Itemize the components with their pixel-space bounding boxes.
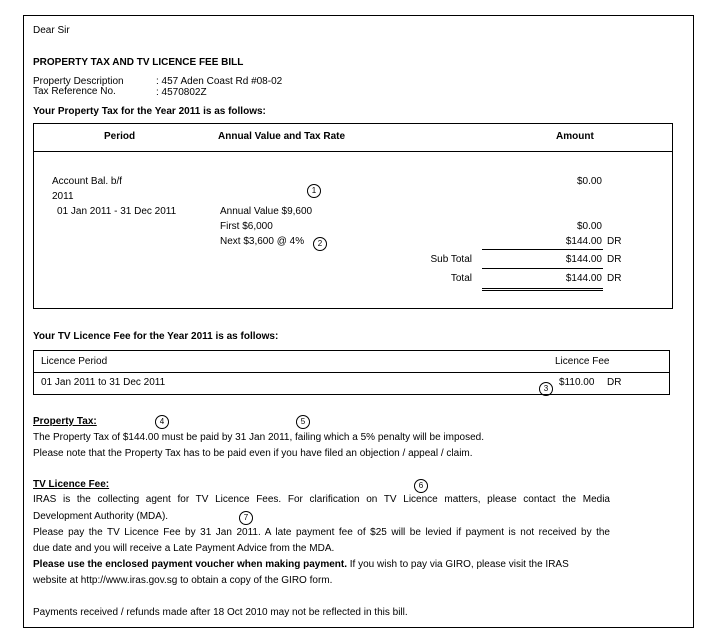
marker-5: 5 — [296, 415, 310, 429]
next-bracket-dr: DR — [607, 236, 622, 247]
period-header: Period — [104, 131, 136, 142]
tv-note-para2-line2: due date and you will receive a Late Payment Advice from the MDA. — [33, 543, 335, 554]
property-tax-note-heading: Property Tax: — [33, 416, 97, 427]
licence-fee-header: Licence Fee — [555, 356, 610, 367]
subtotal-label: Sub Total — [430, 254, 472, 265]
marker-7: 7 — [239, 511, 253, 525]
tv-note-para3-line1 — [33, 559, 610, 570]
property-description-label: Property Description — [33, 76, 124, 87]
licence-row-rule — [33, 394, 538, 395]
tv-note-para1-line1: IRAS is the collecting agent for TV Licence Fees. For clarification on TV Licence matters, please contact the Media — [33, 494, 610, 505]
marker-2: 2 — [313, 237, 327, 251]
total-double-rule-2 — [482, 290, 603, 291]
property-description-value: : 457 Aden Coast Rd #08-02 — [156, 76, 283, 87]
marker-1: 1 — [307, 184, 321, 198]
total-double-rule-1 — [482, 288, 603, 289]
licence-fee-dr: DR — [607, 377, 622, 388]
tv-note-para2-line1: Please pay the TV Licence Fee by 31 Jan 2011. A late payment fee of $25 will be levied if payment is not received by the — [33, 527, 610, 538]
amount-header: Amount — [556, 131, 594, 142]
next-bracket-amount: $144.00 — [565, 236, 602, 247]
table-header-divider — [33, 151, 673, 152]
annual-value: Annual Value $9,600 — [220, 206, 313, 217]
tv-licence-heading: Your TV Licence Fee for the Year 2011 is as follows: — [33, 331, 279, 342]
total-rule — [482, 268, 603, 269]
tax-reference-label: Tax Reference No. — [33, 86, 116, 97]
total-amount: $144.00 — [565, 273, 602, 284]
tv-note-heading: TV Licence Fee: — [33, 479, 110, 490]
total-label: Total — [450, 273, 472, 284]
period-range: 01 Jan 2011 - 31 Dec 2011 — [57, 206, 177, 217]
tv-note-para1-line2: Development Authority (MDA). — [33, 511, 169, 522]
annual-value-header: Annual Value and Tax Rate — [218, 131, 346, 142]
footer-note: Payments received / refunds made after 18 Oct 2010 may not be reflected in this bill. — [33, 607, 408, 618]
marker-4: 4 — [155, 415, 169, 429]
property-tax-note-line-1: The Property Tax of $144.00 must be paid by 31 Jan 2011, failing which a 5% penalty will be imposed. — [33, 432, 485, 443]
next-bracket-label: Next $3,600 @ 4% — [220, 236, 305, 247]
payment-voucher-notice: Please use the enclosed payment voucher when making payment. — [33, 559, 347, 570]
tax-year: 2011 — [52, 191, 74, 202]
marker-3: 3 — [539, 382, 553, 396]
subtotal-dr: DR — [607, 254, 622, 265]
subtotal-amount: $144.00 — [565, 254, 602, 265]
giro-notice: If you wish to pay via GIRO, please visit the IRAS — [347, 559, 569, 570]
licence-period-value: 01 Jan 2011 to 31 Dec 2011 — [41, 377, 166, 388]
licence-fee-value: $110.00 — [559, 377, 595, 388]
tax-reference-value: : 4570802Z — [156, 87, 207, 98]
property-tax-note-line-2: Please note that the Property Tax has to be paid even if you have filed an objection / appeal / claim. — [33, 448, 473, 459]
licence-period-header: Licence Period — [41, 356, 108, 367]
first-bracket-label: First $6,000 — [220, 221, 273, 232]
property-tax-heading: Your Property Tax for the Year 2011 is as follows: — [33, 106, 266, 117]
tv-note-para3-line2: website at http://www.iras.gov.sg to obtain a copy of the GIRO form. — [33, 575, 333, 586]
bill-title: PROPERTY TAX AND TV LICENCE FEE BILL — [33, 57, 244, 68]
greeting: Dear Sir — [33, 25, 70, 36]
subtotal-rule — [482, 249, 603, 250]
first-bracket-amount: $0.00 — [576, 221, 602, 232]
total-dr: DR — [607, 273, 622, 284]
marker-6: 6 — [414, 479, 428, 493]
account-balance-label: Account Bal. b/f — [52, 176, 123, 187]
tv-table-divider — [33, 372, 670, 373]
account-balance-amount: $0.00 — [576, 176, 602, 187]
